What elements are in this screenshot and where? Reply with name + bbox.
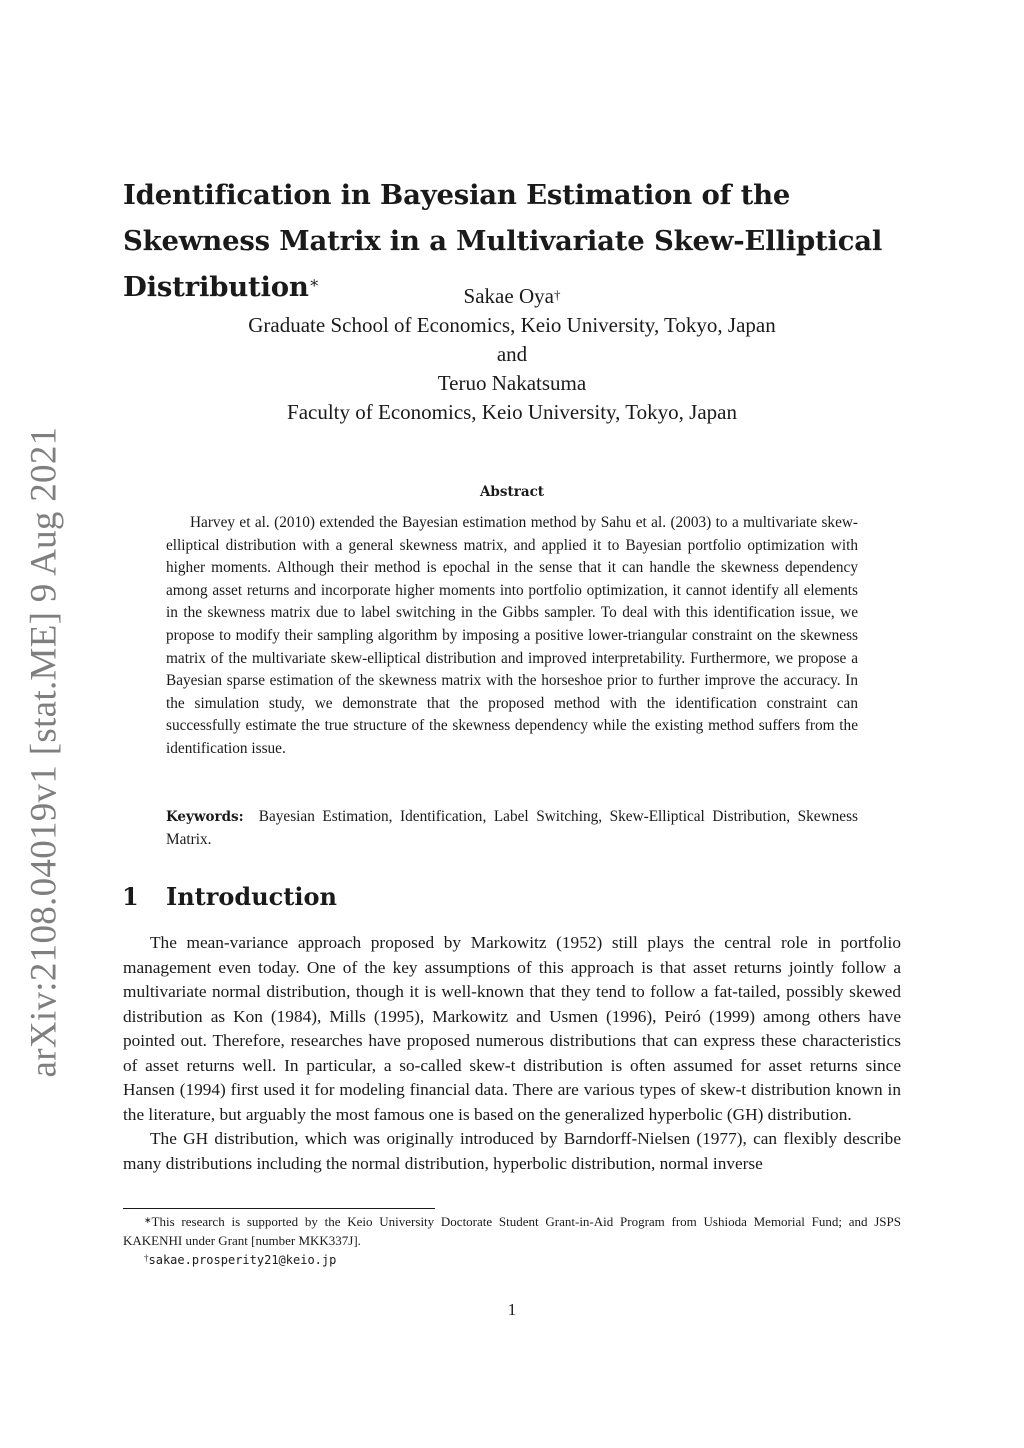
abstract-text: Harvey et al. (2010) extended the Bayesian estimation method by Sahu et al. (2003) to a multivariate skew-elliptical distribution with a general skewness matrix, and applied it to Bayesian portfolio optimization with higher moments. Although their method is epochal in the sense that it can handle the skewness dependency among asset returns and incorporate higher moments into portfolio optimization, it cannot identify all elements in the skewness matrix due to label switching in the Gibbs sampler. To deal with this identification issue, we propose to modify their sampling algorithm by imposing a positive lower-triangular constraint on the skewness matrix of the multivariate skew-elliptical distribution and improved interpretability. Furthermore, we propose a Bayesian sparse estimation of the skewness matrix with the horseshoe prior to further improve the accuracy. In the simulation study, we demonstrate that the proposed method with the identification constraint can successfully estimate the true structure of the skewness dependency while the existing method suffers from the identification issue.: [166, 514, 858, 757]
author-2-affiliation: Faculty of Economics, Keio University, Tokyo, Japan: [287, 400, 737, 424]
title-footnote-mark[interactable]: ∗: [308, 273, 320, 292]
author-1-name: Sakae Oya: [463, 284, 554, 308]
footnote-divider: [123, 1208, 435, 1209]
footnote-2: [123, 1250, 901, 1270]
introduction-body: [123, 931, 901, 1176]
author-1: [0, 282, 1024, 311]
footnote-1-mark: ∗: [144, 1215, 152, 1225]
author-1-footnote-mark[interactable]: †: [553, 287, 561, 302]
footnote-2-mark: †: [144, 1253, 149, 1263]
keywords-label: Keywords:: [166, 809, 244, 825]
arxiv-identifier-stamp[interactable]: arXiv:2108.04019v1 [stat.ME] 9 Aug 2021: [23, 426, 65, 1078]
author-email-link[interactable]: sakae.prosperity21@keio.jp: [148, 1253, 337, 1267]
author-conjunction: and: [496, 342, 528, 366]
author-1-affiliation: Graduate School of Economics, Keio University, Tokyo, Japan: [248, 313, 776, 337]
footnotes: [123, 1212, 901, 1270]
author-2-name: Teruo Nakatsuma: [437, 371, 587, 395]
intro-paragraph-1: The mean-variance approach proposed by Markowitz (1952) still plays the central role in portfolio management even today. One of the key assumptions of this approach is that asset returns jointly follow a multivariate normal distribution, though it is well-known that they tend to follow a fat-tailed, possibly skewed distribution as Kon (1984), Mills (1995), Markowitz and Usmen (1996), Peiró (1999) among others have pointed out. Therefore, researches have proposed numerous distributions that can express these characteristics of asset returns well. In particular, a so-called skew-t distribution is often assumed for asset returns since Hansen (1994) first used it for modeling financial data. There are various types of skew-t distribution known in the literature, but arguably the most famous one is based on the generalized hyperbolic (GH) distribution.: [123, 933, 901, 1124]
section-number: 1: [122, 882, 139, 911]
keywords: [166, 806, 858, 851]
section-heading-introduction: [122, 882, 337, 911]
paper-title-text: Identification in Bayesian Estimation of the Skewness Matrix in a Multivariate Skew-Elliptical Distribution: [123, 179, 883, 303]
abstract-heading: Abstract: [479, 484, 545, 500]
intro-paragraph-2: The GH distribution, which was originally introduced by Barndorff-Nielsen (1977), can flexibly describe many distributions including the normal distribution, hyperbolic distribution, normal inverse: [123, 1129, 901, 1173]
footnote-1-text: This research is supported by the Keio University Doctorate Student Grant-in-Aid Program from Ushioda Memorial Fund; and JSPS KAKENHI under Grant [number MKK337J].: [123, 1214, 901, 1248]
footnote-1: [123, 1212, 901, 1250]
keywords-text: Bayesian Estimation, Identification, Label Switching, Skew-Elliptical Distribution, Skewness Matrix.: [166, 808, 858, 848]
page-number: 1: [507, 1300, 517, 1319]
author-block: [0, 282, 1024, 427]
section-title: Introduction: [166, 882, 337, 911]
